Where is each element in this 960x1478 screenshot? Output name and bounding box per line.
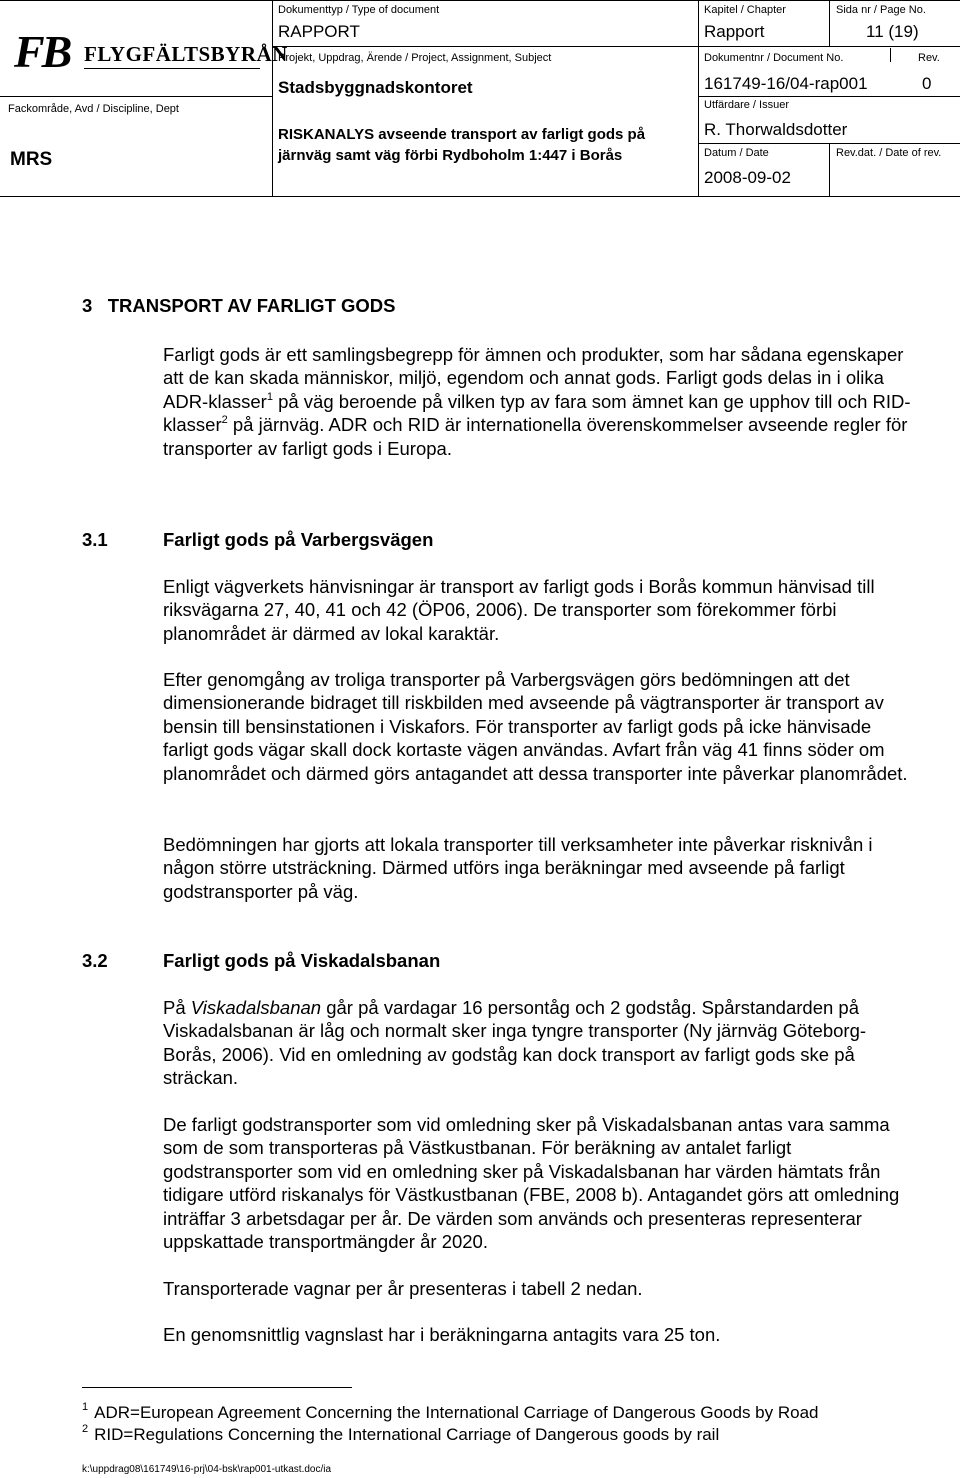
text-run-italic: Viskadalsbanan	[190, 997, 322, 1018]
section-3-2-title: Farligt gods på Viskadalsbanan	[163, 950, 441, 971]
text-run: Farligt gods är ett samlingsbegrepp för ämnen och produkter, som har sådana egenskaper att de kan skada människor, miljö, egendom och annat gods. Farligt gods delas in i olika ADR-klasser	[163, 344, 904, 412]
footnote-number: 1	[82, 1401, 89, 1413]
discipline-value: MRS	[10, 149, 53, 170]
logo-underline	[84, 68, 260, 69]
footnote-2	[82, 1419, 719, 1445]
section-3-1-number: 3.1	[82, 529, 108, 550]
header-rule	[829, 143, 830, 196]
footnote-separator	[82, 1387, 352, 1388]
text-run: på järnväg. ADR och RID är internationella överenskommelser avseende regler för transporter av farligt gods i Europa.	[163, 414, 908, 459]
text-run: På	[163, 997, 191, 1018]
header-rule	[890, 48, 891, 62]
project-label: Projekt, Uppdrag, Ärende / Project, Assignment, Subject	[278, 52, 552, 64]
section-3-2-number: 3.2	[82, 950, 108, 971]
footnote-text: RID=Regulations Concerning the International Carriage of Dangerous goods by rail	[94, 1425, 720, 1444]
text-run: går på vardagar 16 persontåg och 2 godståg. Spårstandarden på Viskadalsbanan är låg och normalt sker inga tyngre transporter (Ny järnväg Göteborg-Borås, 2006). Vid en omledning av godståg kan dock transport av farligt gods ske på sträckan.	[163, 997, 867, 1089]
section-3-2-paragraph-1	[163, 996, 915, 1090]
rev-value: 0	[922, 74, 932, 93]
footnote-number: 2	[82, 1423, 89, 1435]
footnote-ref-1: 1	[266, 390, 273, 403]
section-3-1-paragraph-3: Bedömningen har gjorts att lokala transporter till verksamheter inte påverkar risknivån i någon större utsträckning. Därmed utförs inga beräkningar med avseende på farligt godstransporter på väg.	[163, 834, 873, 902]
document-header	[0, 0, 960, 196]
header-rule	[0, 0, 960, 1]
header-rule	[698, 0, 699, 196]
logo-initials: FB	[14, 26, 70, 77]
section-3-1-paragraph-2: Efter genomgång av troliga transporter på Varbergsvägen görs bedömningen att det dimensionerande bidraget till riskbilden med avseende på vägtransporter är transport av bensin till bensinstationen i Viskafors. För transporter av farligt gods på icke hänvisade farligt gods vägar skall dock kortaste vägen användas. Avfart från väg 41 finns söder om planområdet och därmed görs antagandet att dessa transporter inte påverkar planområdet.	[163, 669, 908, 784]
header-rule	[272, 0, 273, 196]
logo-name: FLYGFÄLTSBYRÅN	[84, 42, 288, 66]
revdate-label: Rev.dat. / Date of rev.	[836, 147, 942, 159]
company-logo	[14, 26, 288, 77]
issuer-label: Utfärdare / Issuer	[704, 99, 789, 111]
section-3-paragraph	[163, 343, 915, 460]
report-subject: RISKANALYS avseende transport av farligt gods på järnväg samt väg förbi Rydboholm 1:447 i Borås	[278, 126, 646, 164]
section-3-1-paragraph-1: Enligt vägverkets hänvisningar är transport av farligt gods i Borås kommun hänvisad till riksvägarna 27, 40, 41 och 42 (ÖP06, 2006). De transporter som förekommer förbi planområdet är därmed av lokal karaktär.	[163, 576, 875, 644]
page-value: 11 (19)	[866, 22, 919, 41]
file-path: k:\uppdrag08\161749\16-prj\04-bsk\rap001-utkast.doc/ia	[82, 1464, 332, 1475]
section-3-2-paragraph-4: En genomsnittlig vagnslast har i beräkningarna antagits vara 25 ton.	[163, 1324, 721, 1345]
section-3-2-paragraph-2: De farligt godstransporter som vid omledning sker på Viskadalsbanan antas vara samma som de som transporteras på Västkustbanan. För beräkning av antalet farligt godstransporter som vid en omledning sker på Viskadalsbanan har värden hämtats från tidigare utförd riskanalys för Västkustbanan (FBE, 2008 b). Antagandet görs att omledning inträffar 3 arbetsdagar per år. De värden som används och presenteras representerar uppskattade transportmängder år 2020.	[163, 1114, 900, 1253]
docnr-label: Dokumentnr / Document No.	[704, 52, 844, 64]
footnote-ref-2: 2	[221, 414, 228, 427]
docnr-value: 161749-16/04-rap001	[704, 74, 868, 93]
header-rule	[272, 46, 960, 47]
issuer-value: R. Thorwaldsdotter	[704, 120, 848, 139]
date-value: 2008-09-02	[704, 168, 791, 187]
doc-type-label: Dokumenttyp / Type of document	[278, 4, 440, 16]
footnote-text: ADR=European Agreement Concerning the International Carriage of Dangerous Goods by Road	[94, 1403, 819, 1422]
header-rule	[698, 96, 960, 97]
chapter-value: Rapport	[704, 22, 765, 41]
discipline-label: Fackområde, Avd / Discipline, Dept	[8, 103, 179, 115]
section-3-1-title: Farligt gods på Varbergsvägen	[163, 529, 434, 550]
header-rule	[0, 196, 960, 197]
header-rule	[829, 0, 830, 46]
header-rule	[0, 96, 272, 97]
section-3-heading: 3 TRANSPORT AV FARLIGT GODS	[82, 295, 396, 316]
section-3-2-paragraph-3: Transporterade vagnar per år presenteras i tabell 2 nedan.	[163, 1278, 643, 1299]
page-label: Sida nr / Page No.	[836, 4, 926, 16]
doc-type-value: RAPPORT	[278, 22, 360, 41]
date-label: Datum / Date	[704, 147, 769, 159]
rev-label: Rev.	[918, 52, 940, 64]
text-run: på väg beroende på vilken typ av fara som ämnet kan ge upphov till och RID-klasser	[163, 390, 911, 436]
chapter-label: Kapitel / Chapter	[704, 4, 786, 16]
client-name: Stadsbyggnadskontoret	[278, 78, 473, 97]
